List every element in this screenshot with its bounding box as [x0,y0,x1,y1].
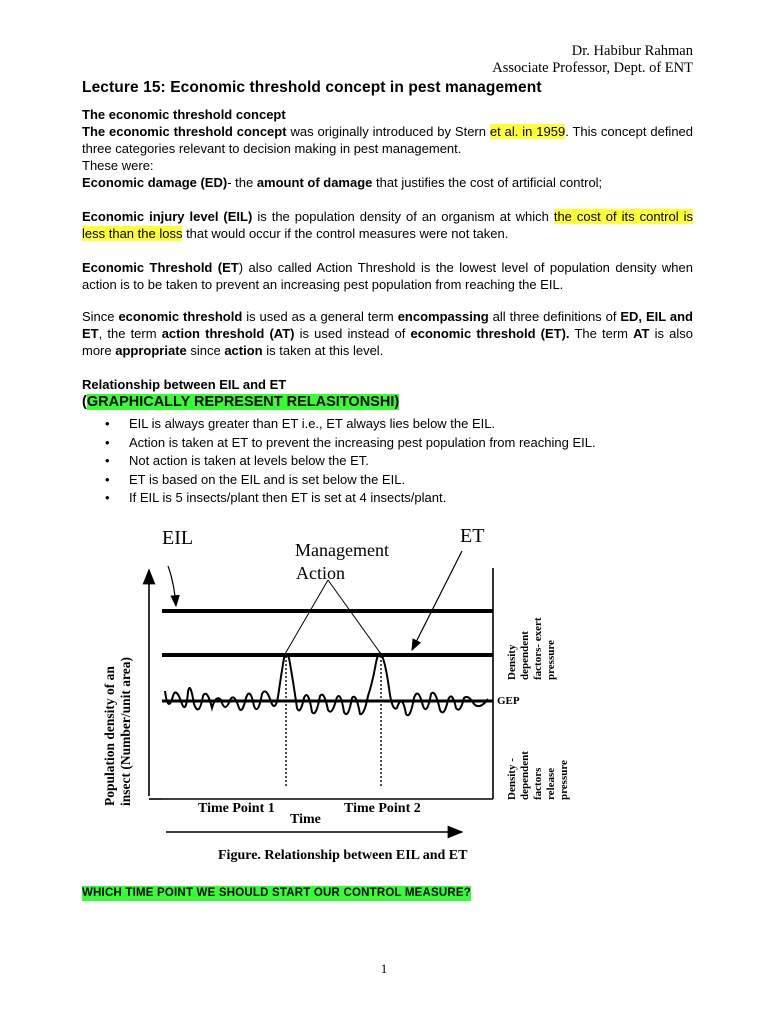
figure-caption: Figure. Relationship between EIL and ET [218,848,468,863]
concept-intro-paragraph: The economic threshold concept was originally introduced by Stern et al. in 1959. This concept defined three categories relevant to decision making in pest management. [82,124,694,156]
right-bottom-label: factors [532,767,544,800]
et-pointer [412,551,462,650]
highlight-year: et al. in 1959 [489,124,566,139]
mgmt-arrow-line [285,580,328,654]
relationship-bullets [82,415,596,508]
label-time-point-1: Time Point 1 [198,801,275,816]
bullet-item: • Action is taken at ET to prevent the increasing pest population from reaching EIL. [82,434,596,453]
relationship-heading: Relationship between EIL and ET [82,377,287,392]
question-text: WHICH TIME POINT WE SHOULD START OUR CONTROL MEASURE? [82,887,472,899]
right-bottom-label: dependent [519,751,531,800]
bullet-item: • Not action is taken at levels below the ET. [82,452,596,471]
page-number: 1 [380,961,388,976]
label-gep: GEP [497,695,520,707]
right-top-label: Density [506,644,518,680]
author-name: Dr. Habibur Rahman [571,43,693,59]
these-were-text: These were: [82,158,154,173]
right-top-label: dependent [519,631,531,680]
label-et: ET [460,525,485,547]
eil-definition: Economic injury level (EIL) is the population density of an organism at which the cost of its control is less than the loss that would occur if the control measures were not taken. [82,209,693,241]
label-time-point-2: Time Point 2 [344,801,421,816]
right-bottom-label: pressure [558,760,570,800]
label-eil: EIL [162,527,194,549]
right-bottom-label: release [545,767,557,800]
label-action: Action [296,563,345,583]
population-curve [165,653,488,715]
et-definition: Economic Threshold (ET) also called Action Threshold is the lowest level of population density when action is to be taken to prevent an increasing pest population from reaching the EIL. [82,260,694,292]
label-management: Management [295,540,389,560]
since-paragraph: Since economic threshold is used as a general term encompassing all three definitions of ED, EIL and ET, the term action threshold (AT) is used instead of economic threshold (ET). The term AT is also more appropriate since action is taken at this level. [82,309,693,358]
right-top-label: factors- exert [532,617,544,680]
right-bottom-label: Density - [506,758,518,800]
y-label-line-1: Population density of an [102,666,117,806]
concept-section [82,106,693,191]
author-position: Associate Professor, Dept. of ENT [492,60,693,76]
ed-definition: Economic damage (ED)- the amount of damage that justifies the cost of artificial control; [82,175,603,190]
author-block [492,43,693,77]
right-top-label: pressure [545,640,557,680]
eil-pointer [168,566,176,606]
mgmt-arrow-line [328,580,381,654]
label-time: Time [290,812,321,827]
bullet-item: • ET is based on the EIL and is set below the EIL. [82,471,596,490]
bullet-item: • If EIL is 5 insects/plant then ET is set at 4 insects/plant. [82,489,596,508]
concept-heading: The economic threshold concept [82,107,286,122]
eil-et-figure [90,518,630,868]
graphic-heading: (GRAPHICALLY REPRESENT RELASITONSHI) [82,394,400,410]
y-label-line-2: insect (Number/unit area) [118,657,133,806]
highlight-eil: the cost of its control is less than the loss [82,209,693,241]
bullet-item: • EIL is always greater than ET i.e., ET always lies below the EIL. [82,415,596,434]
lecture-title: Lecture 15: Economic threshold concept in pest management [82,79,542,96]
